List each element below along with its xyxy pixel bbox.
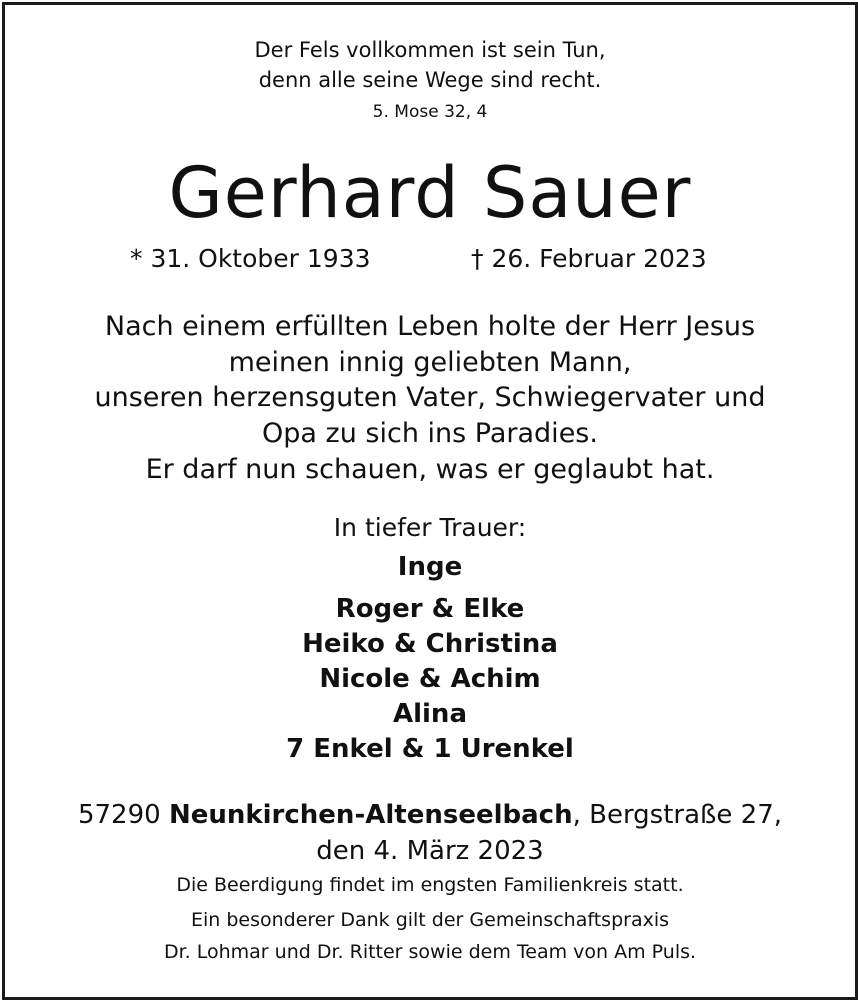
funeral-note: Die Beerdigung findet im engsten Familienkreis statt.	[176, 874, 684, 896]
mourner-name: 7 Enkel & 1 Urenkel	[286, 734, 574, 764]
mourning-label: In tiefer Trauer:	[333, 513, 527, 542]
bible-verse-reference: 5. Mose 32, 4	[372, 102, 488, 122]
mourner-name: Nicole & Achim	[319, 664, 541, 694]
mourner-name: Inge	[397, 552, 463, 582]
birth-date: * 31. Oktober 1933	[130, 244, 371, 273]
mourner-name: Alina	[392, 699, 467, 729]
message-line: unseren herzensguten Vater, Schwiegervater und	[94, 382, 766, 413]
deceased-name: Gerhard Sauer	[168, 152, 692, 234]
address-town: Neunkirchen-Altenseelbach	[168, 800, 573, 830]
message-line: meinen innig geliebten Mann,	[228, 347, 632, 378]
mourner-name: Heiko & Christina	[302, 629, 558, 659]
mourner-name: Roger & Elke	[335, 594, 525, 624]
address-line	[5, 801, 855, 831]
message-line: Er darf nun schauen, was er geglaubt hat.	[145, 454, 715, 485]
message-line: Opa zu sich ins Paradies.	[262, 418, 598, 449]
bible-verse-line-2: denn alle seine Wege sind recht.	[258, 68, 602, 92]
thanks-note-line: Dr. Lohmar und Dr. Ritter sowie dem Team von Am Puls.	[163, 941, 697, 963]
life-dates	[5, 245, 855, 277]
death-date: † 26. Februar 2023	[471, 244, 707, 273]
address-postcode: 57290	[77, 800, 161, 830]
address-street: , Bergstraße 27,	[572, 800, 783, 830]
obituary-notice	[2, 2, 858, 1000]
bible-verse-line-1: Der Fels vollkommen ist sein Tun,	[254, 38, 606, 62]
thanks-note-line: Ein besonderer Dank gilt der Gemeinschaftspraxis	[190, 909, 670, 931]
address-date: den 4. März 2023	[316, 836, 544, 866]
message-line: Nach einem erfüllten Leben holte der Herr Jesus	[104, 311, 756, 342]
